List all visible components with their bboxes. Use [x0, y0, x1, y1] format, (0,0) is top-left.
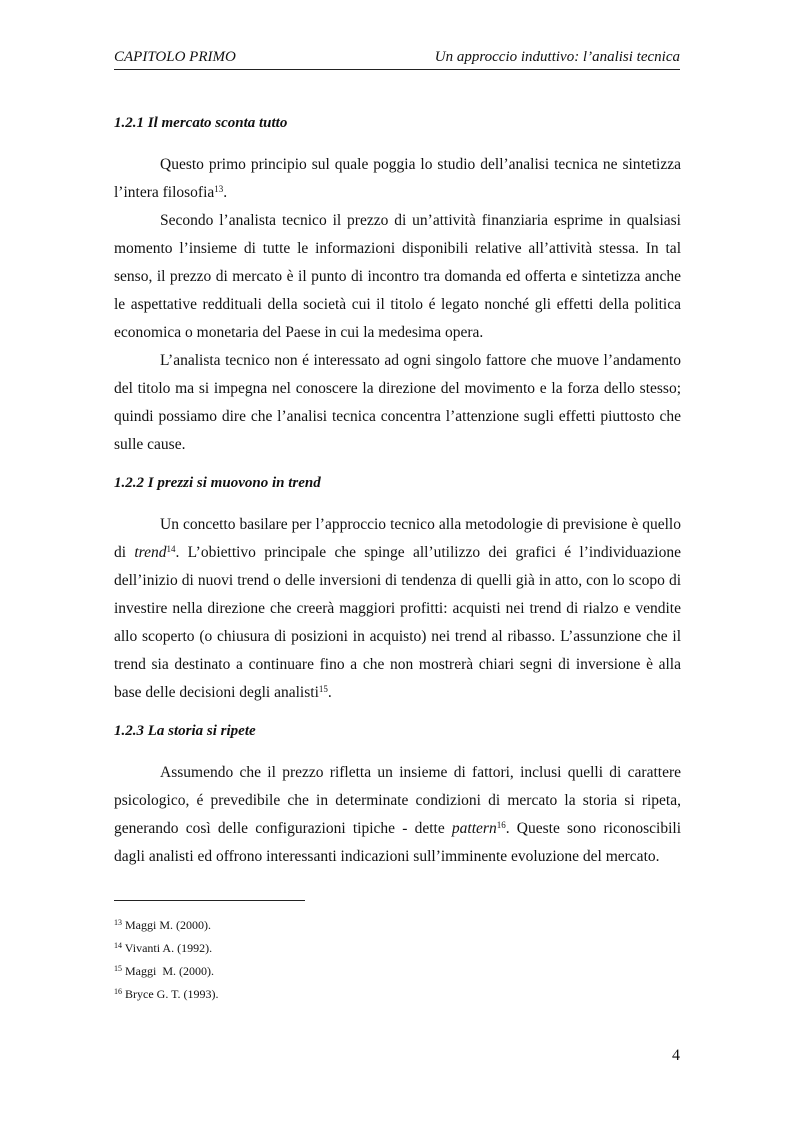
section-1-2-1 — [114, 113, 681, 459]
section-1-2-3 — [114, 721, 681, 871]
header-chapter: CAPITOLO PRIMO — [114, 49, 236, 65]
footnote-ref: 16 — [496, 820, 506, 830]
footnote: $^{13}$ Maggi M. (2000). — [114, 918, 211, 932]
section-1-2-2 — [114, 473, 681, 707]
page-body — [114, 113, 681, 885]
paragraph: Questo primo principio sul quale poggia lo studio dell’analisi tecnica ne sintetizza l’intera filosofia$^{13}$. — [114, 156, 681, 201]
term: pattern — [451, 820, 497, 837]
term: trend — [134, 544, 167, 561]
paragraph: Secondo l’analista tecnico il prezzo di un’attività finanziaria esprime in qualsiasi momento l’insieme di tutte le informazioni disponibili relative all’attività stessa. In tal senso, il prezzo di mercato è il punto di incontro tra domanda ed offerta e sintetizza anche le aspettative reddituali della società cui il titolo é legato nonché gli effetti della politica economica o monetaria del Paese in cui la medesima opera. — [114, 212, 681, 341]
footnote-ref: 15 — [318, 684, 328, 694]
footnotes — [114, 914, 219, 1006]
footnote: $^{16}$ Bryce G. T. (1993). — [114, 987, 219, 1001]
footnote: $^{14}$ Vivanti A. (1992). — [114, 941, 213, 955]
footnote-ref: 14 — [166, 544, 176, 554]
paragraph: L’analista tecnico non é interessato ad ogni singolo fattore che muove l’andamento del titolo ma si impegna nel conoscere la direzione del movimento e la forza dello stesso; quindi possiamo dire che l’analisi tecnica concentra l’attenzione sugli effetti piuttosto che sulle cause. — [114, 352, 681, 453]
section-heading: 1.2.3 La storia si ripete — [114, 723, 256, 739]
footnote-separator — [114, 900, 305, 901]
section-heading: 1.2.2 I prezzi si muovono in trend — [114, 475, 321, 491]
page-number: 4 — [672, 1047, 680, 1064]
section-heading: 1.2.1 Il mercato sconta tutto — [114, 115, 288, 131]
header-title: Un approccio induttivo: l’analisi tecnica — [434, 49, 680, 65]
footnote: $^{15}$ Maggi M. (2000). — [114, 964, 214, 978]
paragraph: Assumendo che il prezzo rifletta un insieme di fattori, inclusi quelli di carattere psicologico, é prevedibile che in determinate condizioni di mercato la storia si ripeta, generando così delle configurazioni tipiche - dette pattern$^{16}$. Queste sono riconoscibili dagli analisti ed offrono interessanti indicazioni sull’imminente evoluzione del mercato. — [114, 764, 682, 865]
running-header — [114, 49, 680, 70]
footnote-ref: 13 — [214, 184, 224, 194]
paragraph: Un concetto basilare per l’approccio tecnico alla metodologie di previsione è quello di trend$^{14}$. L’obiettivo principale che spinge all’utilizzo dei grafici é l’individuazione dell’inizio di nuovi trend o delle inversioni di tendenza di quelli già in atto, con lo scopo di investire nella direzione che creerà maggiori profitti: acquisti nei trend di rialzo e vendite allo scoperto (o chiusura di posizioni in acquisto) nei trend al ribasso. L’assunzione che il trend sia destinato a continuare fino a che non mostrerà chiari segni di inversione è alla base delle decisioni degli analisti$^{15}$. — [114, 516, 681, 701]
